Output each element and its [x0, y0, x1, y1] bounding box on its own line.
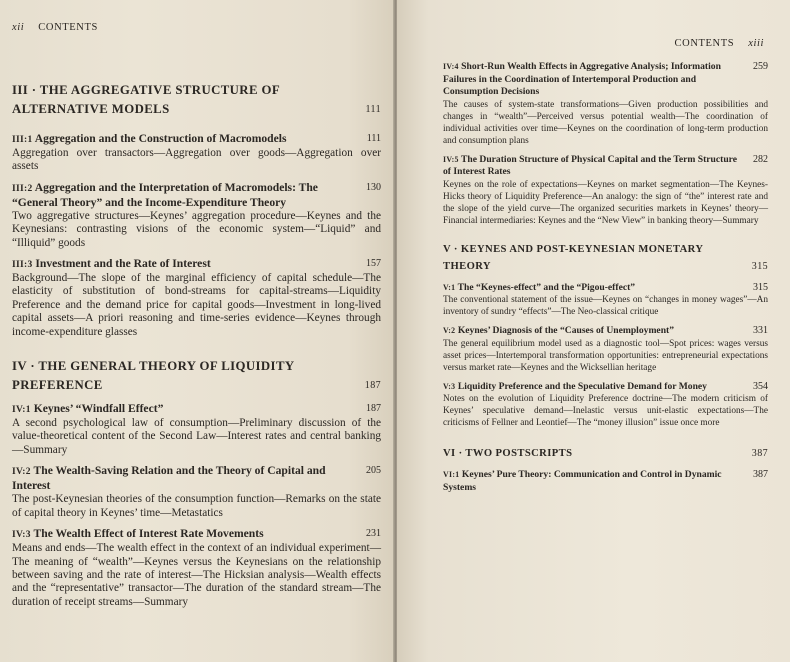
entry-title: Liquidity Preference and the Speculative Demand for Money: [457, 380, 707, 392]
entry-page: 157: [366, 258, 381, 270]
entry-description: Background—The slope of the marginal efficiency of capital schedule—The elasticity of substitution of bond-streams for capital-streams—Liquidity Preference and the demand price for capital goods—Investment in long-lived capital assets—A priori reasoning and time-series evidence—Keynes through income-expenditure glasses: [12, 272, 381, 338]
toc-entry: [12, 257, 381, 339]
toc-entry: [12, 464, 381, 520]
entry-heading[interactable]: [443, 469, 768, 494]
part-vi: [443, 445, 768, 494]
toc-entry: [443, 469, 768, 494]
entry-title: Aggregation and the Interpretation of Macromodels: The “General Theory” and the Income-Expenditure Theory: [12, 180, 318, 209]
entry-heading[interactable]: [443, 61, 768, 99]
toc-entry: [12, 402, 381, 457]
page-number: xiii: [748, 38, 764, 49]
entry-page: 205: [366, 465, 381, 477]
entry-heading[interactable]: [443, 381, 768, 394]
entry-title: Keynes’ Pure Theory: Communication and Control in Dynamic Systems: [443, 469, 722, 493]
part-title: VI · TWO POSTSCRIPTS: [443, 448, 573, 459]
entry-page: 187: [366, 403, 381, 415]
entry-description: The general equilibrium model used as a diagnostic tool—Spot prices: wages versus asset prices—Intertemporal transformation opportunities: entrepreneurial expectations versus market rate—Keynes and the Wicksellian heritage: [443, 338, 768, 373]
toc-entry: [443, 154, 768, 227]
entry-code: V:1: [443, 282, 456, 292]
entry-code: III:2: [12, 183, 33, 194]
entry-code: V:2: [443, 326, 456, 335]
toc-entry: [443, 61, 768, 147]
entry-description: Means and ends—The wealth effect in the context of an individual experiment—The meaning of “wealth”—Keynes versus the Keynesians on the relationship between saving and the rate of interest—The Hicksian analysis—Wealth effects and the “representative” transactor—The duration of the standard stream—The duration of receipt streams—Summary: [12, 542, 381, 608]
entry-code: V:3: [443, 381, 456, 391]
entry-heading[interactable]: [12, 257, 381, 272]
entry-title: The Wealth-Saving Relation and the Theory of Capital and Interest: [12, 464, 326, 493]
entry-code: IV:1: [12, 405, 31, 416]
entry-description: The post-Keynesian theories of the consumption function—Remarks on the state of capital theory in Keynes’ time—Metastatics: [12, 493, 381, 519]
entry-code: IV:4: [443, 62, 459, 71]
entry-description: Aggregation over transactors—Aggregation over goods—Aggregation over assets: [12, 147, 381, 173]
entry-code: IV:2: [12, 467, 31, 478]
running-header: [443, 38, 764, 49]
entry-title: Short-Run Wealth Effects in Aggregative Analysis; Information Failures in the Coordination of Intertemporal Production and Consumption Decisions: [443, 61, 721, 97]
toc-entry: [443, 325, 768, 374]
entry-page: 315: [753, 281, 768, 293]
right-page: [397, 0, 790, 662]
entry-heading[interactable]: [443, 154, 768, 179]
entry-code: IV:3: [12, 530, 31, 541]
entry-title: Keynes’ Diagnosis of the “Causes of Unemployment”: [457, 325, 675, 336]
part-heading: [443, 241, 768, 275]
running-header: [12, 22, 381, 33]
entry-heading[interactable]: [12, 464, 381, 493]
entry-page: 130: [366, 181, 381, 193]
entry-description: A second psychological law of consumption—Preliminary discussion of the value-theoretical content of the Second Law—Interest rates and central banking—Summary: [12, 417, 381, 456]
entry-page: 282: [753, 153, 768, 165]
entry-page: 231: [366, 528, 381, 540]
part-heading: [443, 445, 768, 462]
entry-heading[interactable]: [12, 181, 381, 210]
entry-title: The Duration Structure of Physical Capital and the Term Structure of Interest Rates: [443, 153, 737, 177]
entry-description: The causes of system-state transformations—Given production possibilities and changes in “wealth”—Perceived versus potential wealth—The coordination of individual activities over time—Keynes on the coordination of long-term production and consumption plans: [443, 99, 768, 146]
part-title: V · KEYNES AND POST-KEYNESIAN MONETARY THEORY: [443, 243, 703, 272]
entry-title: Investment and the Rate of Interest: [35, 257, 211, 271]
entry-page: 354: [753, 380, 768, 392]
entry-description: Notes on the evolution of Liquidity Preference doctrine—The modern criticism of Keynes’ speculative demand—Inelastic versus unit-elastic expectations—The criticisms of Fellner and Leontief—The “money illusion” issue once more: [443, 394, 768, 428]
toc-entry: [12, 181, 381, 250]
header-title: CONTENTS: [674, 38, 735, 49]
entry-heading[interactable]: [443, 282, 768, 295]
page-number: xii: [12, 22, 25, 33]
part-page: 387: [751, 448, 768, 459]
entry-title: The “Keynes-effect” and the “Pigou-effect”: [457, 281, 636, 293]
part-title: IV · THE GENERAL THEORY OF LIQUIDITY PREFERENCE: [12, 359, 295, 393]
toc-entry: [12, 132, 381, 174]
entry-title: Keynes’ “Windfall Effect”: [33, 402, 164, 416]
entry-heading[interactable]: [12, 527, 381, 542]
entry-heading[interactable]: [443, 325, 768, 338]
entry-code: IV:5: [443, 154, 459, 164]
entry-description: The conventional statement of the issue—Keynes on “changes in money wages”—An inventory of sundry “effects”—The Neo-classical critique: [443, 295, 768, 317]
entry-description: Two aggregative structures—Keynes’ aggregation procedure—Keynes and the Keynesians: contrasting visions of the economic system—“Liquid” and “Illiquid” goods: [12, 209, 381, 249]
entry-code: III:1: [12, 135, 33, 145]
part-v: [443, 241, 768, 430]
entry-heading[interactable]: [12, 402, 381, 417]
part-title: III · THE AGGREGATIVE STRUCTURE OF ALTERNATIVE MODELS: [12, 83, 280, 116]
entry-page: 331: [753, 325, 768, 336]
part-page: 187: [364, 380, 381, 392]
header-title: CONTENTS: [38, 22, 98, 33]
part-heading: [12, 81, 381, 119]
entry-description: Keynes on the role of expectations—Keynes on market segmentation—The Keynes-Hicks theory of Liquidity Preference—An analogy: the sign of “the” interest rate and the slope of the yield curve—The organized securities markets in Keynes’ theory—Financial intermediaries: Keynes and the “New View” in banking theory—Summary: [443, 179, 768, 226]
toc-entry: [443, 381, 768, 430]
entry-page: 259: [753, 61, 768, 72]
part-iii: [12, 81, 381, 339]
entry-code: VI:1: [443, 470, 460, 479]
entry-title: Aggregation and the Construction of Macromodels: [34, 132, 287, 145]
toc-entry: [12, 527, 381, 609]
part-page: 315: [751, 260, 768, 272]
entry-page: 111: [366, 133, 381, 144]
entry-code: III:3: [12, 260, 33, 271]
toc-entry: [443, 282, 768, 319]
part-page: 111: [365, 104, 381, 115]
part-iv: [12, 357, 381, 609]
entry-heading[interactable]: [12, 132, 381, 147]
entry-page: 387: [753, 469, 768, 480]
entry-title: The Wealth Effect of Interest Rate Movements: [33, 527, 264, 541]
part-heading: [12, 357, 381, 395]
